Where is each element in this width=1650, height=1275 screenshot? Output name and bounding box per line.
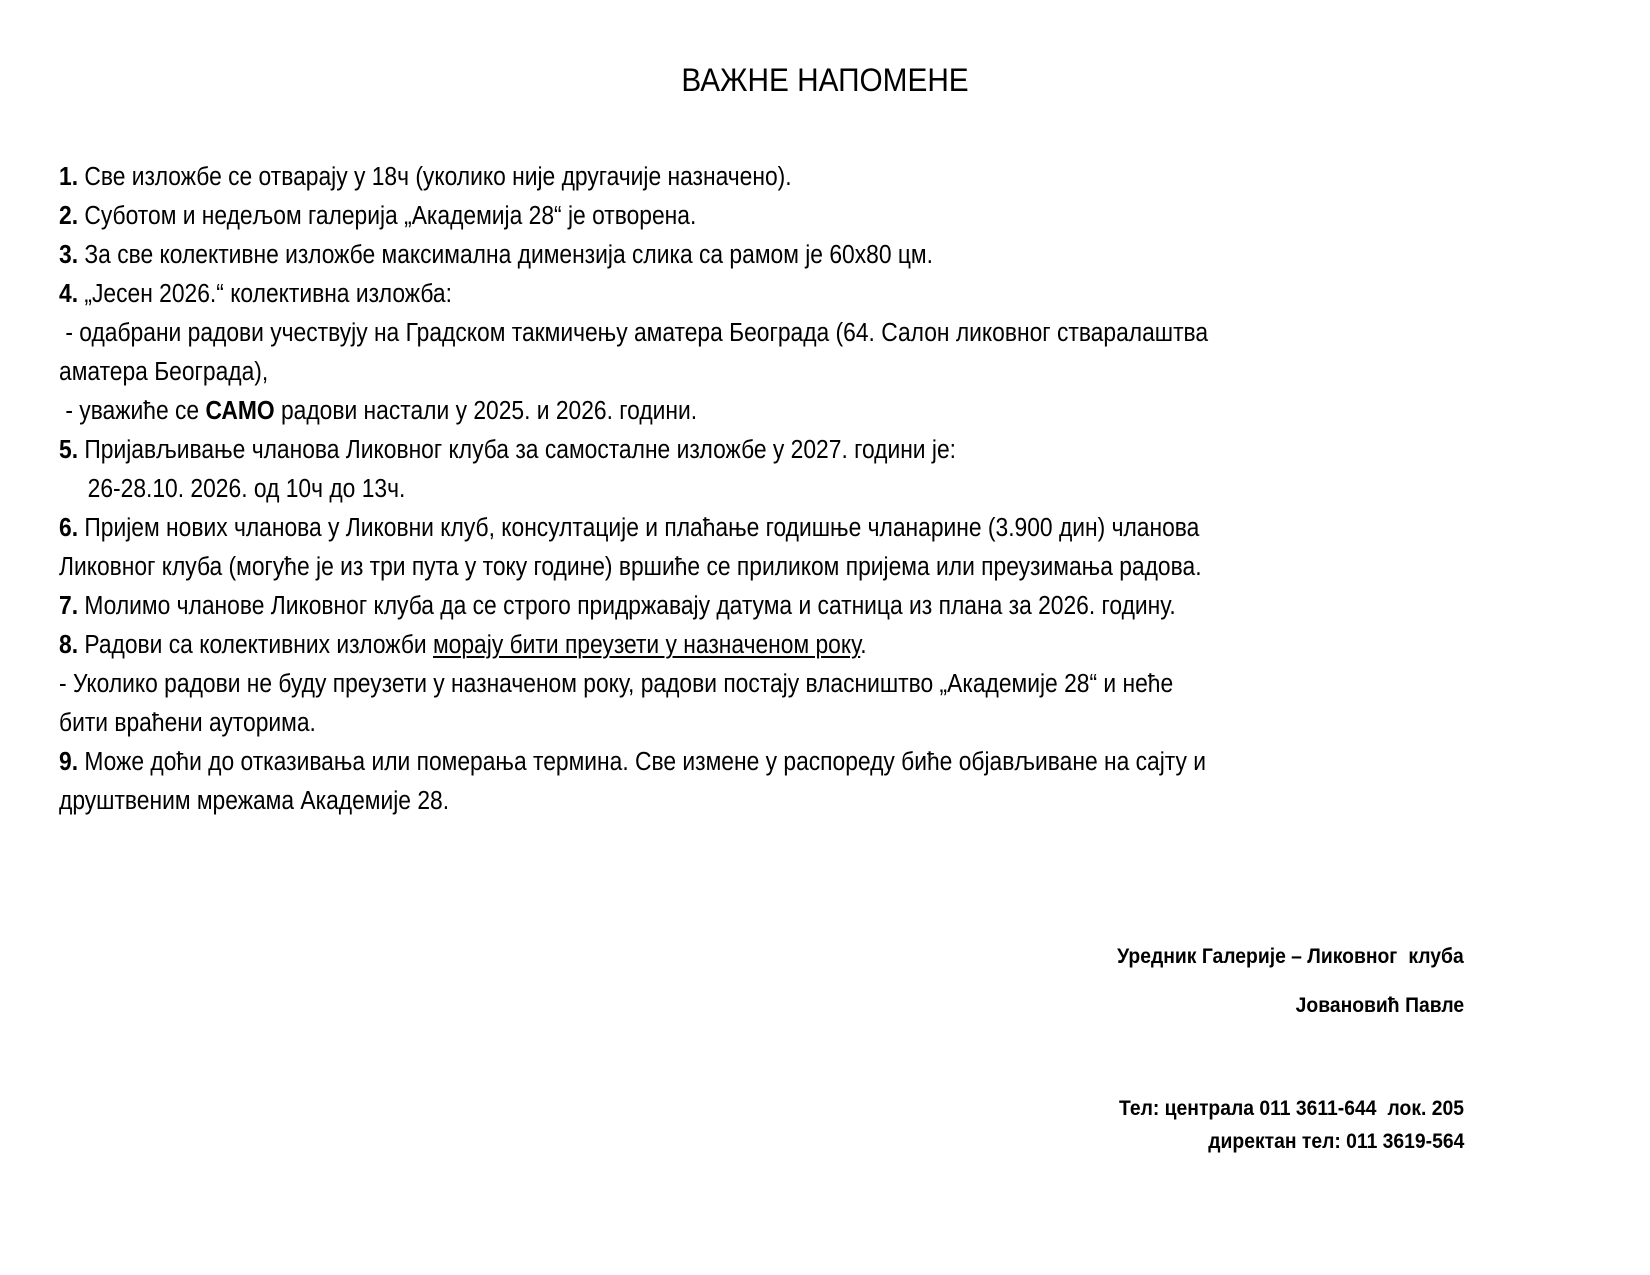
note-subtext: - уважиће се [59, 397, 206, 425]
note-text: За све колективне изложбе максимална димензија слика са рамом је 60x80 цм. [78, 241, 933, 269]
emphasis-text: САМО [205, 397, 275, 425]
note-8-sub-cont [59, 704, 1455, 743]
note-5-date [59, 470, 1455, 509]
note-3 [59, 236, 1455, 275]
note-4 [59, 275, 1455, 314]
contact-direct [1208, 1130, 1464, 1154]
note-number: 9. [59, 748, 79, 776]
note-text: Пријављивање чланова Ликовног клуба за самосталне изложбе у 2027. години је: [78, 436, 956, 464]
note-number: 2. [59, 202, 79, 230]
note-number: 3. [59, 241, 79, 269]
note-text: „Јесен 2026.“ колективна изложба: [78, 280, 452, 308]
note-number: 4. [59, 280, 79, 308]
note-number: 7. [59, 592, 79, 620]
note-7 [59, 587, 1455, 626]
note-date-text: 26-28.10. 2026. од 10ч до 13ч. [87, 475, 406, 503]
note-5 [59, 431, 1455, 470]
note-4-sub-1 [59, 314, 1455, 353]
note-text: Молимо чланове Ликовног клуба да се строго придржавају датума и сатница из плана за 2026. годину. [78, 592, 1176, 620]
signature-name [1296, 994, 1464, 1018]
note-4-sub-1-cont [59, 353, 1455, 392]
document-title: ВАЖНЕ НАПОМЕНЕ [681, 62, 969, 98]
note-9-cont [59, 782, 1455, 821]
note-1 [59, 158, 1455, 197]
contact-central-phone: Тел: централа 011 3611-644 [1119, 1097, 1377, 1120]
note-text: Суботом и недељом галерија „Академија 28“ је отворена. [78, 202, 697, 230]
note-6-cont [59, 548, 1455, 587]
signature-role-part2: клуба [1408, 945, 1464, 968]
note-6 [59, 509, 1455, 548]
note-subtext: аматера Београда), [59, 358, 269, 386]
note-number: 1. [59, 163, 79, 191]
note-text: друштвеним мрежама Академије 28. [59, 787, 450, 815]
contact-central [1119, 1097, 1464, 1121]
signature-first-name: Јовановић [1295, 994, 1400, 1017]
contact-direct-phone: директан тел: 011 3619-564 [1207, 1130, 1464, 1153]
note-text: Радови са колективних изложби [78, 631, 433, 659]
note-text: Све изложбе се отварају у 18ч (уколико није другачије назначено). [78, 163, 792, 191]
signature-role [1117, 945, 1464, 969]
note-text: Може доћи до отказивања или померања термина. Све измене у распореду биће објављиване на сајту и [78, 748, 1207, 776]
note-9 [59, 743, 1455, 782]
note-subtext: - Уколико радови не буду преузети у назначеном року, радови постају власништво „Академије 28“ и неће [59, 670, 1174, 698]
signature-role-part1: Уредник Галерије – Ликовног [1117, 945, 1398, 968]
note-number: 5. [59, 436, 79, 464]
note-subtext: бити враћени ауторима. [59, 709, 316, 737]
note-2 [59, 197, 1455, 236]
note-subtext: - одабрани радови учествују на Градском такмичењу аматера Београда (64. Салон ликовног стваралаштва [59, 319, 1209, 347]
note-8 [59, 626, 1455, 665]
contact-extension: лок. 205 [1387, 1097, 1464, 1120]
signature-last-name: Павле [1404, 994, 1464, 1017]
note-number: 8. [59, 631, 79, 659]
notes-list [59, 158, 1619, 821]
note-8-sub [59, 665, 1455, 704]
note-text: Ликовног клуба (могуће је из три пута у току године) вршиће се приликом пријема или преузимања радова. [59, 553, 1202, 581]
note-text: Пријем нових чланова у Ликовни клуб, консултације и плаћање годишње чланарине (3.900 дин) чланова [78, 514, 1200, 542]
note-number: 6. [59, 514, 79, 542]
underlined-text: морају бити преузети у назначеном року [432, 631, 861, 659]
note-4-sub-2 [59, 392, 1455, 431]
note-text: . [860, 631, 867, 659]
note-subtext: радови настали у 2025. и 2026. години. [274, 397, 698, 425]
